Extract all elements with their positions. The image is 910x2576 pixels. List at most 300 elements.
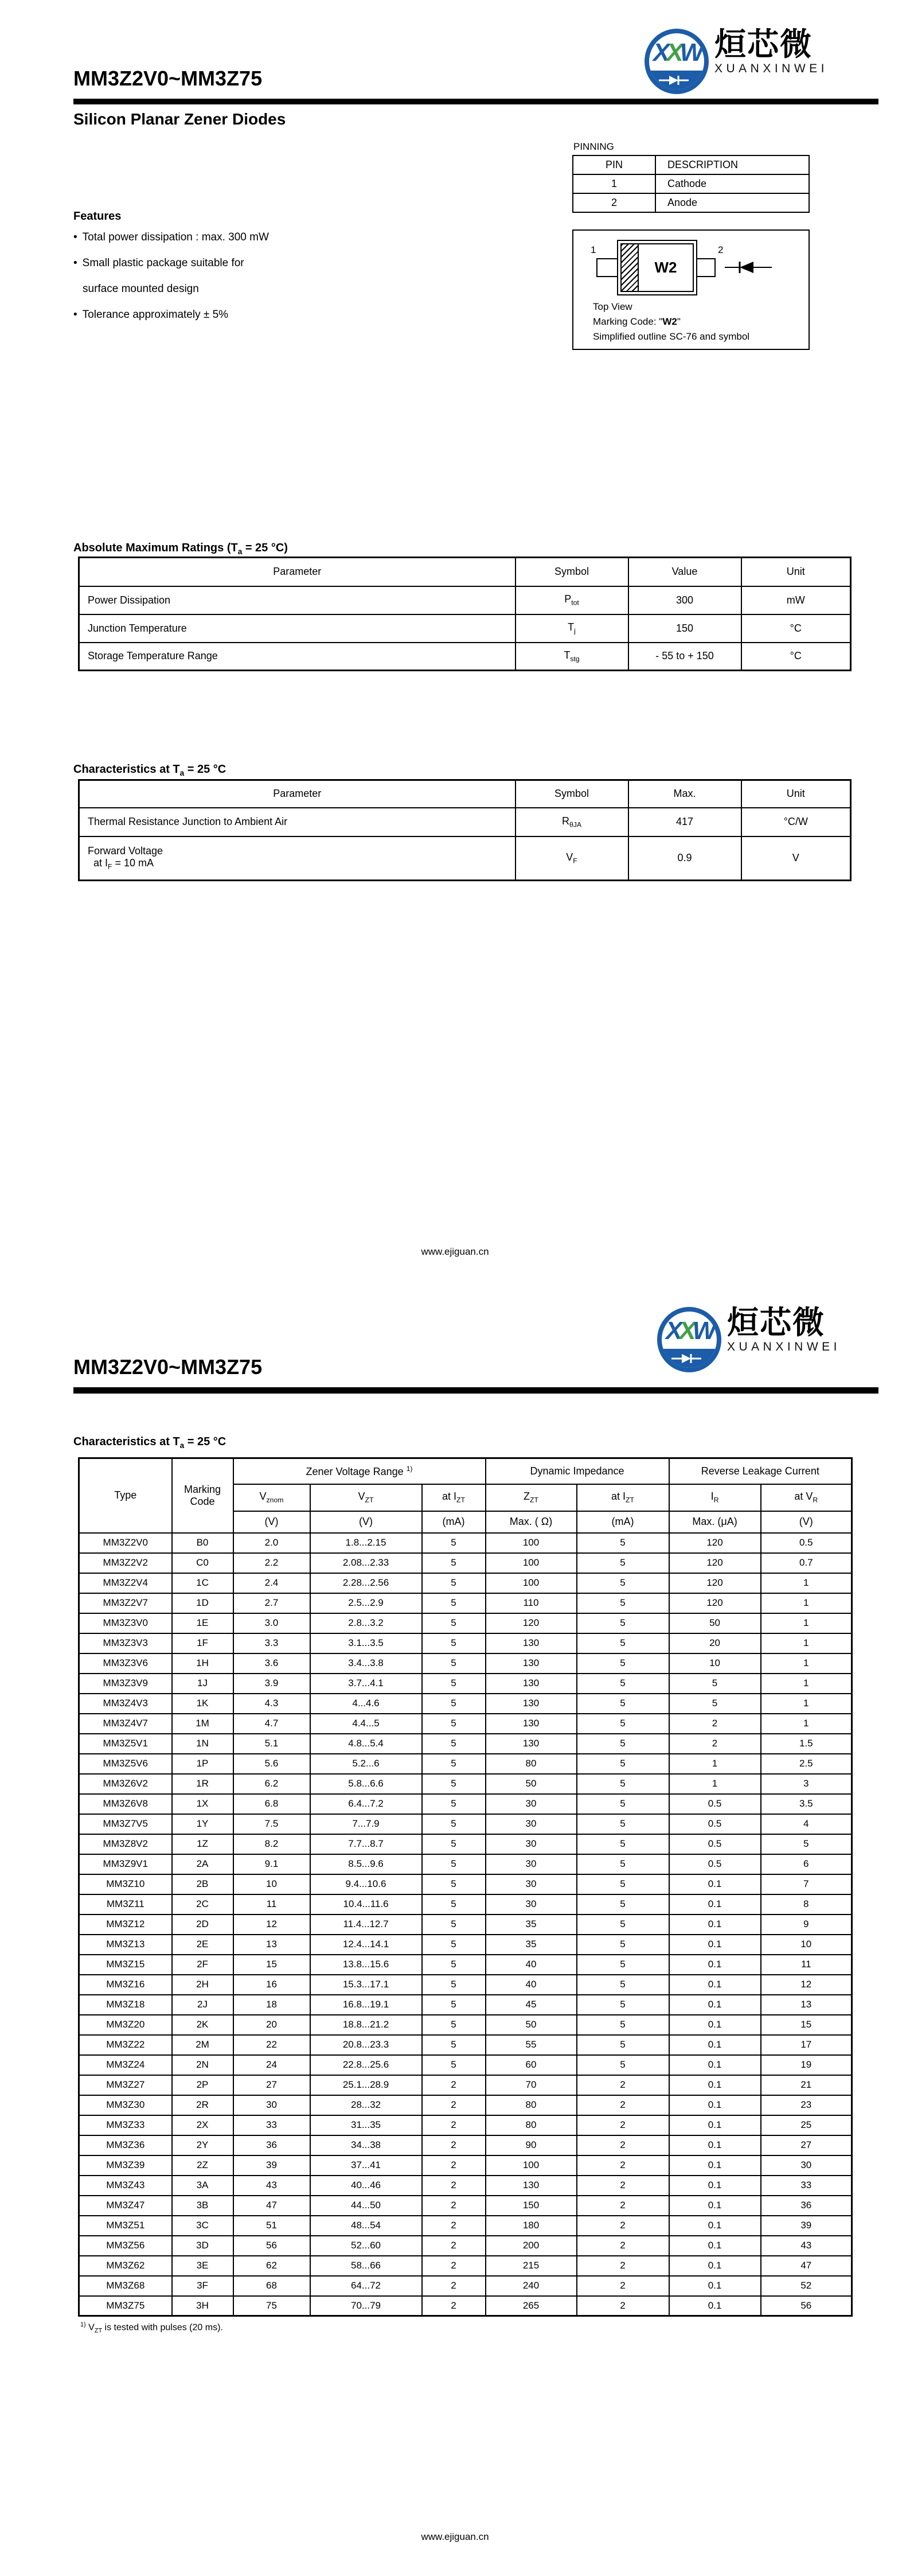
- spec-cell: 120: [486, 1613, 577, 1633]
- spec-cell: 5: [422, 1633, 486, 1653]
- spec-cell: MM3Z15: [79, 1955, 172, 1975]
- col-header-zzt: $Z_{ZT}$: [486, 1484, 577, 1511]
- spec-cell: 5: [577, 1613, 669, 1633]
- spec-cell: 11.4...12.7: [310, 1915, 422, 1935]
- spec-cell: MM3Z4V7: [79, 1714, 172, 1734]
- spec-cell: 15: [233, 1955, 310, 1975]
- spec-cell: 200: [486, 2236, 577, 2256]
- pinning-table-wrap: [572, 155, 809, 213]
- spec-cell: 5: [577, 1734, 669, 1754]
- spec-cell: 5: [422, 2055, 486, 2075]
- logo-diode-band: [649, 71, 704, 90]
- spec-cell: 5: [422, 1714, 486, 1734]
- spec-cell: 0.1: [669, 1894, 761, 1915]
- spec-cell: 1E: [172, 1613, 233, 1633]
- spec-cell: 0.1: [669, 2176, 761, 2196]
- spec-cell: 2: [669, 1714, 761, 1734]
- col-header-at-vr: at $V_R$: [761, 1484, 852, 1511]
- col-header-unit: Unit: [741, 558, 851, 586]
- spec-cell: 7...7.9: [310, 1814, 422, 1834]
- spec-cell: 70: [486, 2075, 577, 2095]
- spec-cell: 130: [486, 1633, 577, 1653]
- spec-cell: 2: [422, 2256, 486, 2276]
- spec-cell: 2X: [172, 2115, 233, 2135]
- pinning-row: [573, 193, 809, 212]
- spec-cell: 4.7: [233, 1714, 310, 1734]
- zener-spec-row: [79, 1593, 852, 1613]
- spec-cell: 1: [761, 1674, 852, 1694]
- bullet: •: [73, 308, 77, 321]
- spec-cell: 215: [486, 2256, 577, 2276]
- spec-cell: 5: [422, 1653, 486, 1674]
- spec-cell: 3.5: [761, 1794, 852, 1814]
- zener-spec-row: [79, 1553, 852, 1573]
- spec-cell: MM3Z47: [79, 2196, 172, 2216]
- spec-cell: 5: [577, 1653, 669, 1674]
- zener-spec-row: [79, 1633, 852, 1653]
- zener-spec-row: [79, 2276, 852, 2296]
- spec-cell: 0.5: [669, 1814, 761, 1834]
- spec-cell: 1: [761, 1694, 852, 1714]
- char2-table-wrap: [78, 1457, 851, 2317]
- spec-cell: 2.28...2.56: [310, 1573, 422, 1593]
- spec-cell: 0.1: [669, 2135, 761, 2155]
- spec-cell: 19: [761, 2055, 852, 2075]
- spec-cell: 5.8...6.6: [310, 1774, 422, 1794]
- spec-cell: 30: [486, 1894, 577, 1915]
- spec-cell: 20.8...23.3: [310, 2035, 422, 2055]
- group-header-row: [79, 1458, 852, 1484]
- spec-cell: 6.8: [233, 1794, 310, 1814]
- spec-cell: 18.8...21.2: [310, 2015, 422, 2035]
- symbol-cell: $R_{\theta JA}$: [515, 808, 628, 836]
- unit-header: Max. (μA): [669, 1511, 761, 1533]
- spec-cell: 1: [669, 1754, 761, 1774]
- spec-cell: 3.0: [233, 1613, 310, 1633]
- zener-spec-row: [79, 1975, 852, 1995]
- spec-cell: MM3Z3V9: [79, 1674, 172, 1694]
- spec-cell: MM3Z6V8: [79, 1794, 172, 1814]
- spec-cell: 2Y: [172, 2135, 233, 2155]
- logo-xxw-icon: [645, 29, 709, 94]
- company-logo: [645, 26, 829, 94]
- spec-cell: 5: [422, 1593, 486, 1613]
- spec-cell: 5: [422, 1674, 486, 1694]
- spec-cell: 3.3: [233, 1633, 310, 1653]
- spec-cell: 3F: [172, 2276, 233, 2296]
- unit-header: (V): [310, 1511, 422, 1533]
- spec-cell: 3.7...4.1: [310, 1674, 422, 1694]
- spec-cell: 2: [577, 2256, 669, 2276]
- spec-cell: 1.8...2.15: [310, 1533, 422, 1553]
- spec-cell: MM3Z12: [79, 1915, 172, 1935]
- spec-cell: 31...35: [310, 2115, 422, 2135]
- spec-cell: 5: [577, 1533, 669, 1553]
- spec-cell: MM3Z51: [79, 2216, 172, 2236]
- marking-code-label: W2: [654, 259, 677, 276]
- spec-cell: 0.5: [761, 1533, 852, 1553]
- symbol-cell: $V_F$: [515, 836, 628, 881]
- spec-cell: 5: [422, 1754, 486, 1774]
- spec-cell: 0.5: [669, 1794, 761, 1814]
- parameter-cell: Thermal Resistance Junction to Ambient Air: [79, 808, 515, 836]
- symbol-cell: $T_j$: [515, 614, 628, 643]
- spec-cell: 9: [761, 1915, 852, 1935]
- spec-cell: 5: [577, 1955, 669, 1975]
- zener-spec-row: [79, 1834, 852, 1854]
- unit-header: (V): [233, 1511, 310, 1533]
- header-rule: [73, 1387, 878, 1394]
- feature-item: • Total power dissipation : max. 300 mW: [73, 231, 269, 243]
- footnote: $^{1)}$ $V_{ZT}$ is tested with pulses (20 ms).: [80, 2321, 223, 2334]
- spec-cell: 0.1: [669, 1874, 761, 1894]
- spec-cell: 12: [761, 1975, 852, 1995]
- spec-cell: MM3Z22: [79, 2035, 172, 2055]
- spec-cell: MM3Z10: [79, 1874, 172, 1894]
- feature-item: • Small plastic package suitable for: [73, 256, 244, 269]
- group-header-zener-voltage: Zener Voltage Range $^{1)}$: [233, 1458, 486, 1484]
- spec-cell: MM3Z6V2: [79, 1774, 172, 1794]
- zener-spec-row: [79, 1694, 852, 1714]
- spec-cell: 2P: [172, 2075, 233, 2095]
- col-header-vzt: $V_{ZT}$: [310, 1484, 422, 1511]
- spec-cell: 25.1...28.9: [310, 2075, 422, 2095]
- spec-cell: MM3Z75: [79, 2296, 172, 2316]
- col-header-parameter: Parameter: [79, 780, 515, 808]
- zener-spec-row: [79, 2075, 852, 2095]
- spec-cell: 5: [422, 1553, 486, 1573]
- spec-cell: 28...32: [310, 2095, 422, 2115]
- spec-cell: 5: [669, 1694, 761, 1714]
- logo-xxw-icon: [657, 1307, 721, 1372]
- package-body: [617, 240, 697, 295]
- spec-cell: 2: [422, 2155, 486, 2176]
- zener-spec-row: [79, 1754, 852, 1774]
- char2-heading: Characteristics at $T_a = 25$ °C: [73, 1435, 226, 1450]
- spec-cell: 5: [577, 1834, 669, 1854]
- spec-cell: 4.3: [233, 1694, 310, 1714]
- spec-cell: 5: [577, 1553, 669, 1573]
- package-diagram: [572, 229, 810, 350]
- spec-cell: 5: [422, 1935, 486, 1955]
- spec-cell: 0.1: [669, 2015, 761, 2035]
- spec-cell: MM3Z2V0: [79, 1533, 172, 1553]
- col-header-ir: $I_R$: [669, 1484, 761, 1511]
- diode-icon: [671, 1353, 707, 1364]
- spec-cell: 1N: [172, 1734, 233, 1754]
- spec-cell: 2J: [172, 1995, 233, 2015]
- spec-cell: 56: [761, 2296, 852, 2316]
- page1-subtitle: Silicon Planar Zener Diodes: [73, 110, 286, 128]
- spec-cell: 50: [669, 1613, 761, 1633]
- spec-cell: 5: [422, 1613, 486, 1633]
- spec-cell: 2C: [172, 1894, 233, 1915]
- pin-number-cell: 1: [573, 174, 655, 193]
- spec-cell: 2B: [172, 1874, 233, 1894]
- spec-cell: 8.5...9.6: [310, 1854, 422, 1874]
- spec-cell: 4: [761, 1814, 852, 1834]
- spec-cell: 0.1: [669, 2075, 761, 2095]
- spec-cell: 5: [422, 1774, 486, 1794]
- spec-cell: 12.4...14.1: [310, 1935, 422, 1955]
- spec-cell: 0.1: [669, 2276, 761, 2296]
- spec-cell: 1D: [172, 1593, 233, 1613]
- spec-cell: 2A: [172, 1854, 233, 1874]
- logo-diode-band: [662, 1349, 717, 1368]
- col-header-symbol: Symbol: [515, 780, 628, 808]
- page2-footer-url: www.ejiguan.cn: [421, 2531, 489, 2542]
- spec-cell: 44...50: [310, 2196, 422, 2216]
- spec-cell: 1P: [172, 1754, 233, 1774]
- zener-spec-row: [79, 1714, 852, 1734]
- spec-cell: 5: [577, 1674, 669, 1694]
- spec-cell: MM3Z16: [79, 1975, 172, 1995]
- symbol-cell: $T_{stg}$: [515, 643, 628, 671]
- zener-spec-row: [79, 2095, 852, 2115]
- spec-cell: 20: [669, 1633, 761, 1653]
- spec-cell: 5: [422, 1533, 486, 1553]
- spec-cell: 1.5: [761, 1734, 852, 1754]
- spec-cell: 5: [422, 1995, 486, 2015]
- spec-cell: MM3Z18: [79, 1995, 172, 2015]
- spec-cell: 1Y: [172, 1814, 233, 1834]
- spec-cell: MM3Z9V1: [79, 1854, 172, 1874]
- spec-cell: 7.5: [233, 1814, 310, 1834]
- spec-cell: 51: [233, 2216, 310, 2236]
- spec-cell: 27: [761, 2135, 852, 2155]
- spec-cell: 6: [761, 1854, 852, 1874]
- spec-cell: 1X: [172, 1794, 233, 1814]
- spec-cell: 5: [422, 1975, 486, 1995]
- spec-cell: 240: [486, 2276, 577, 2296]
- spec-cell: 13: [761, 1995, 852, 2015]
- spec-cell: 3B: [172, 2196, 233, 2216]
- spec-cell: 1K: [172, 1694, 233, 1714]
- logo-circle: [645, 29, 709, 94]
- spec-cell: 0.1: [669, 1995, 761, 2015]
- spec-cell: 2R: [172, 2095, 233, 2115]
- spec-cell: B0: [172, 1533, 233, 1553]
- spec-cell: 13: [233, 1935, 310, 1955]
- spec-cell: 1H: [172, 1653, 233, 1674]
- spec-cell: 30: [486, 1874, 577, 1894]
- spec-cell: 1: [761, 1593, 852, 1613]
- spec-cell: 8.2: [233, 1834, 310, 1854]
- zener-spec-row: [79, 2015, 852, 2035]
- spec-cell: 0.1: [669, 2115, 761, 2135]
- unit-cell: °C: [741, 614, 851, 643]
- spec-cell: 80: [486, 2095, 577, 2115]
- feature-item: • Tolerance approximately ± 5%: [73, 308, 229, 321]
- abs-max-heading: Absolute Maximum Ratings ($T_a = 25$ °C): [73, 542, 288, 556]
- spec-cell: 2: [577, 2276, 669, 2296]
- spec-cell: 1M: [172, 1714, 233, 1734]
- spec-cell: 2: [422, 2216, 486, 2236]
- col-header-value: Value: [628, 558, 741, 586]
- spec-cell: 0.5: [669, 1834, 761, 1854]
- spec-cell: 50: [486, 1774, 577, 1794]
- spec-cell: 130: [486, 1674, 577, 1694]
- spec-cell: 5: [422, 1573, 486, 1593]
- spec-cell: 2: [422, 2176, 486, 2196]
- spec-cell: 130: [486, 2176, 577, 2196]
- unit-header: (mA): [422, 1511, 486, 1533]
- spec-cell: 0.5: [669, 1854, 761, 1874]
- max-cell: 0.9: [628, 836, 741, 881]
- char1-table: [78, 779, 852, 881]
- spec-cell: 1: [761, 1633, 852, 1653]
- zener-spec-row: [79, 2055, 852, 2075]
- spec-cell: 70...79: [310, 2296, 422, 2316]
- spec-cell: 35: [486, 1935, 577, 1955]
- spec-cell: 90: [486, 2135, 577, 2155]
- spec-cell: 17: [761, 2035, 852, 2055]
- zener-spec-row: [79, 2176, 852, 2196]
- description-col-header: DESCRIPTION: [655, 155, 809, 174]
- spec-cell: 2: [422, 2075, 486, 2095]
- spec-cell: 2F: [172, 1955, 233, 1975]
- spec-cell: 6.2: [233, 1774, 310, 1794]
- unit-header: (V): [761, 1511, 852, 1533]
- spec-cell: 64...72: [310, 2276, 422, 2296]
- spec-cell: MM3Z5V6: [79, 1754, 172, 1774]
- spec-cell: 3: [761, 1774, 852, 1794]
- spec-cell: 12: [233, 1915, 310, 1935]
- spec-cell: 80: [486, 1754, 577, 1774]
- spec-cell: 5: [422, 1694, 486, 1714]
- spec-cell: 16.8...19.1: [310, 1995, 422, 2015]
- spec-cell: 33: [761, 2176, 852, 2196]
- spec-cell: 15.3...17.1: [310, 1975, 422, 1995]
- spec-cell: 3.4...3.8: [310, 1653, 422, 1674]
- spec-cell: 2H: [172, 1975, 233, 1995]
- logo-letter-w: W: [679, 38, 701, 67]
- max-cell: 417: [628, 808, 741, 836]
- spec-cell: 2M: [172, 2035, 233, 2055]
- spec-cell: 5: [577, 2055, 669, 2075]
- spec-cell: 5: [577, 2035, 669, 2055]
- spec-cell: 2: [577, 2196, 669, 2216]
- spec-cell: 1R: [172, 1774, 233, 1794]
- unit-header: Max. ( Ω): [486, 1511, 577, 1533]
- spec-cell: 3.9: [233, 1674, 310, 1694]
- spec-cell: 1Z: [172, 1834, 233, 1854]
- spec-cell: 2.5: [761, 1754, 852, 1774]
- pinning-label: PINNING: [573, 141, 614, 152]
- spec-cell: MM3Z27: [79, 2075, 172, 2095]
- spec-cell: 2: [577, 2236, 669, 2256]
- spec-cell: 2.08...2.33: [310, 1553, 422, 1573]
- spec-cell: 16: [233, 1975, 310, 1995]
- spec-cell: MM3Z11: [79, 1894, 172, 1915]
- spec-cell: MM3Z3V6: [79, 1653, 172, 1674]
- spec-cell: 4.8...5.4: [310, 1734, 422, 1754]
- spec-cell: 9.4...10.6: [310, 1874, 422, 1894]
- spec-cell: 0.1: [669, 2216, 761, 2236]
- unit-header: (mA): [577, 1511, 669, 1533]
- spec-cell: 30: [761, 2155, 852, 2176]
- col-header-type: Type: [79, 1458, 172, 1533]
- spec-cell: 5: [577, 1814, 669, 1834]
- spec-cell: 36: [233, 2135, 310, 2155]
- spec-cell: 2: [577, 2296, 669, 2316]
- spec-cell: 5: [577, 1935, 669, 1955]
- spec-cell: 0.1: [669, 1935, 761, 1955]
- zener-spec-row: [79, 2296, 852, 2316]
- zener-spec-row: [79, 1533, 852, 1553]
- spec-cell: 56: [233, 2236, 310, 2256]
- spec-cell: 5: [422, 2015, 486, 2035]
- parameter-cell: Power Dissipation: [79, 586, 515, 614]
- spec-cell: 30: [486, 1854, 577, 1874]
- spec-cell: 2: [669, 1734, 761, 1754]
- spec-cell: 130: [486, 1714, 577, 1734]
- spec-cell: 18: [233, 1995, 310, 2015]
- spec-cell: MM3Z43: [79, 2176, 172, 2196]
- spec-cell: 1: [761, 1714, 852, 1734]
- unit-cell: °C: [741, 643, 851, 671]
- spec-cell: 11: [233, 1894, 310, 1915]
- spec-cell: 9.1: [233, 1854, 310, 1874]
- zener-spec-row: [79, 1794, 852, 1814]
- col-header-vznom: $V_{znom}$: [233, 1484, 310, 1511]
- spec-cell: MM3Z13: [79, 1935, 172, 1955]
- logo-english-name: XUANXINWEI: [714, 62, 829, 75]
- zener-spec-row: [79, 2115, 852, 2135]
- spec-cell: 5.2...6: [310, 1754, 422, 1774]
- col-header-at-izt2: at $I_{ZT}$: [577, 1484, 669, 1511]
- unit-cell: V: [741, 836, 851, 881]
- spec-cell: 0.1: [669, 2035, 761, 2055]
- table-header-row: [79, 780, 851, 808]
- logo-english-name: XUANXINWEI: [727, 1340, 841, 1353]
- spec-cell: 2D: [172, 1915, 233, 1935]
- spec-cell: 58...66: [310, 2256, 422, 2276]
- parameter-cell: Storage Temperature Range: [79, 643, 515, 671]
- spec-cell: 2: [422, 2095, 486, 2115]
- parameter-cell: Junction Temperature: [79, 614, 515, 643]
- spec-cell: 39: [233, 2155, 310, 2176]
- caption-outline: Simplified outline SC-76 and symbol: [593, 331, 750, 342]
- col-header-max: Max.: [628, 780, 741, 808]
- bullet: •: [73, 231, 77, 243]
- group-header-reverse-leakage: Reverse Leakage Current: [669, 1458, 852, 1484]
- spec-cell: 10.4...11.6: [310, 1894, 422, 1915]
- spec-cell: 1C: [172, 1573, 233, 1593]
- spec-cell: MM3Z24: [79, 2055, 172, 2075]
- spec-cell: 4.4...5: [310, 1714, 422, 1734]
- page1-footer-url: www.ejiguan.cn: [421, 1246, 489, 1257]
- spec-cell: 0.1: [669, 2296, 761, 2316]
- spec-cell: 5: [422, 1794, 486, 1814]
- spec-cell: 120: [669, 1573, 761, 1593]
- zener-spec-row: [79, 1854, 852, 1874]
- abs-max-table: [78, 557, 852, 671]
- features-section: [73, 210, 429, 328]
- spec-cell: 265: [486, 2296, 577, 2316]
- spec-cell: 3D: [172, 2236, 233, 2256]
- spec-cell: 5: [577, 1995, 669, 2015]
- spec-cell: 2: [422, 2236, 486, 2256]
- spec-cell: 100: [486, 1573, 577, 1593]
- col-header-symbol: Symbol: [515, 558, 628, 586]
- spec-cell: 120: [669, 1593, 761, 1613]
- value-cell: 150: [628, 614, 741, 643]
- spec-cell: 47: [233, 2196, 310, 2216]
- cathode-band: [622, 244, 639, 291]
- spec-cell: 52: [761, 2276, 852, 2296]
- spec-cell: 0.1: [669, 2155, 761, 2176]
